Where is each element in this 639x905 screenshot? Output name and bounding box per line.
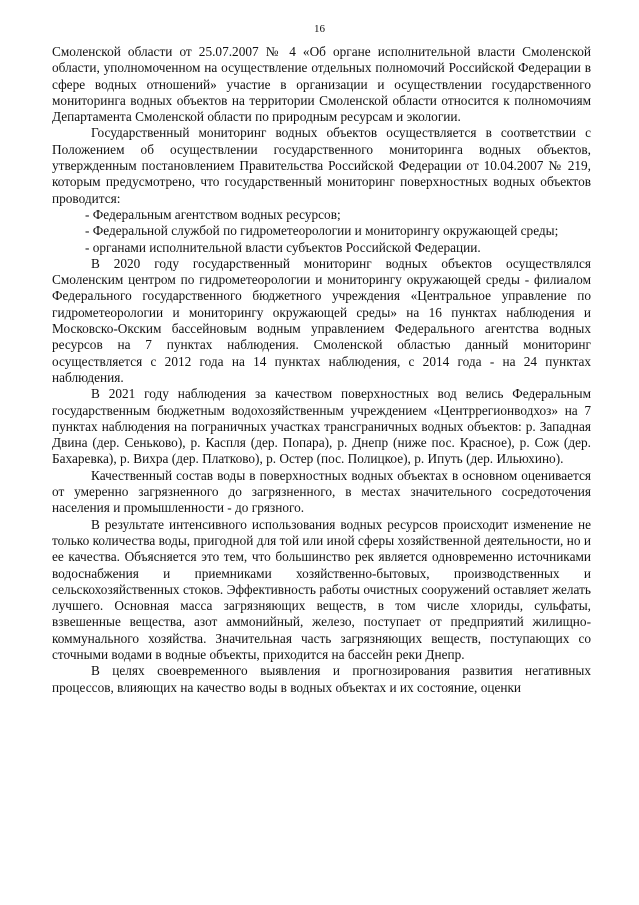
paragraph-forecasting: В целях своевременного выявления и прогнозирования развития негативных процессов, влияющих на качество воды в водных объектах и их состояние, оценки	[52, 663, 591, 695]
paragraph-pollution-sources: В результате интенсивного использования водных ресурсов происходит изменение не только количества воды, пригодной для той или иной сферы хозяйственной деятельности, но и ее качества. Объясняется это тем, что большинство рек является одновременно источниками водоснабжения и приемниками хозяйственно-бытовых, производственных и сельскохозяйственных стоков. Эффективность работы очистных сооружений оставляет желать лучшего. Основная масса загрязняющих веществ, в том числе хлориды, сульфаты, взвешенные вещества, азот аммонийный, железо, поступает от предприятий жилищно-коммунального хозяйства. Значительная часть загрязняющих веществ, поступающих со сточными водами в водные объекты, приходится на бассейн реки Днепр.	[52, 516, 591, 662]
page-number: 16	[314, 23, 325, 35]
paragraph-2020-monitoring: В 2020 году государственный мониторинг водных объектов осуществлялся Смоленским центром по гидрометеорологии и мониторингу окружающей среды - филиалом Федерального государственного бюджетного учреждения «Центральное управление по гидрометеорологии и мониторингу окружающей среды» на 16 пунктах наблюдения и Московско-Окским бассейновым водным управлением Федерального агентства водных ресурсов на 7 пунктах наблюдения. Смоленской областью данный мониторинг осуществляется с 2012 года на 14 пунктах наблюдения, с 2014 года - на 24 пунктах наблюдения.	[52, 255, 591, 385]
paragraph-2021-observations: В 2021 году наблюдения за качеством поверхностных вод велись Федеральным государственным бюджетным водохозяйственным учреждением «Центррегионводхоз» на 7 пунктах наблюдения на пограничных участках трансграничных водных объектов: р. Западная Двина (дер. Сеньково), р. Каспля (дер. Попара), р. Днепр (ниже пос. Красное), р. Сож (дер. Бахаревка), р. Вихра (дер. Платково), р. Остер (пос. Полицкое), р. Ипуть (дер. Ильюхино).	[52, 386, 591, 467]
list-item: - Федеральной службой по гидрометеорологии и мониторингу окружающей среды;	[85, 223, 559, 239]
document-body	[52, 44, 591, 696]
list-item: - Федеральным агентством водных ресурсов;	[85, 206, 341, 222]
paragraph-water-quality: Качественный состав воды в поверхностных водных объектах в основном оценивается от умеренно загрязненного до загрязненного, в местах значительного сосредоточения населения и промышленности - до грязного.	[52, 467, 591, 516]
paragraph-continuation: Смоленской области от 25.07.2007 № 4 «Об органе исполнительной власти Смоленской области, уполномоченном на осуществление отдельных полномочий Российской Федерации в сфере водных отношений» участие в организации и осуществлении государственного мониторинга водных объектов на территории Смоленской области относится к полномочиям Департамента Смоленской области по природным ресурсам и экологии.	[52, 44, 591, 125]
paragraph-monitoring-basis: Государственный мониторинг водных объектов осуществляется в соответствии с Положением об осуществлении государственного мониторинга водных объектов, утвержденным постановлением Правительства Российской Федерации от 10.04.2007 № 219, которым предусмотрено, что государственный мониторинг поверхностных водных объектов проводится:	[52, 125, 591, 206]
list-item: - органами исполнительной власти субъектов Российской Федерации.	[85, 239, 481, 255]
